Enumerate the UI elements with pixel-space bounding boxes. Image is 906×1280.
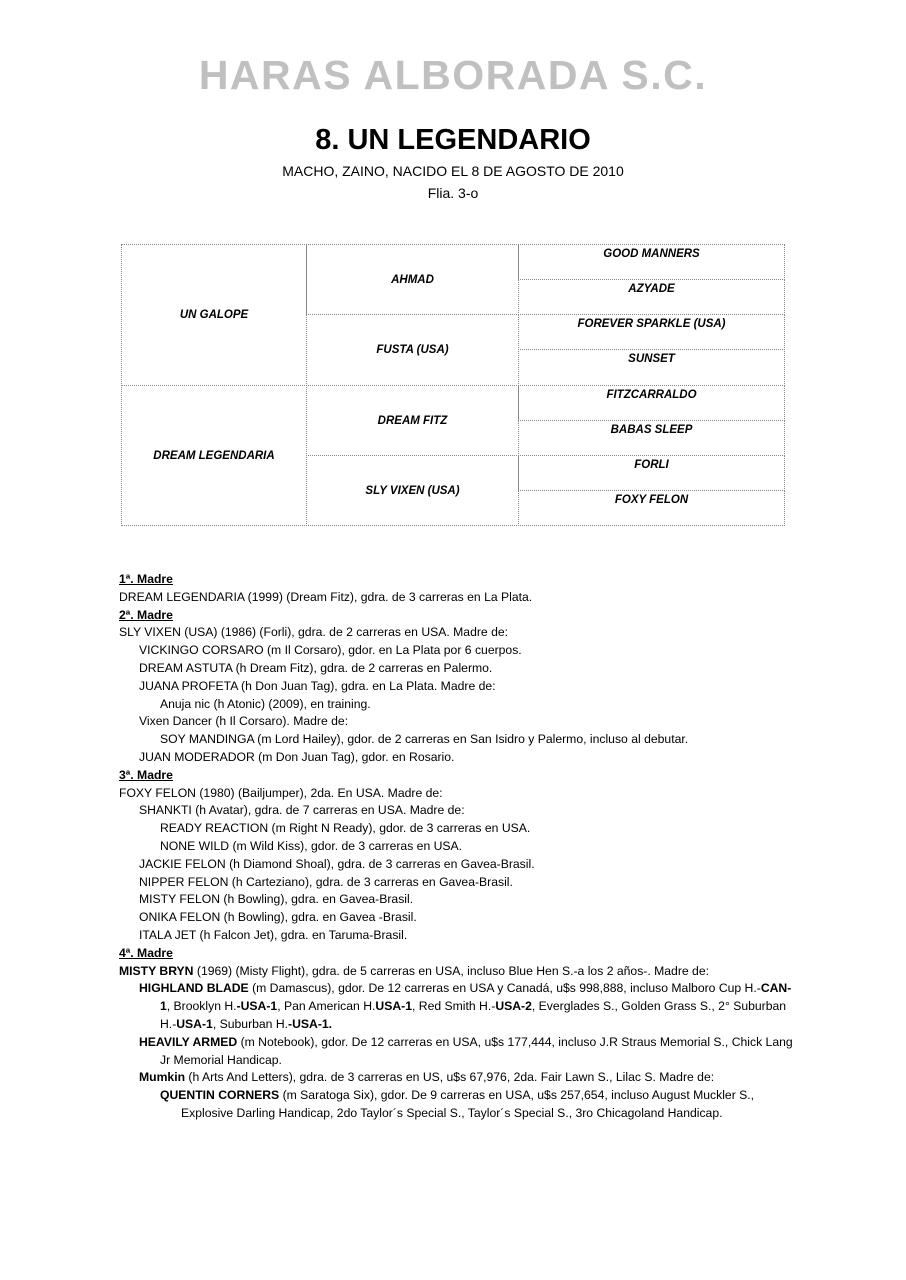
section-heading-1st-dam: 1ª. Madre [119, 572, 173, 586]
pedigree-g3-2: AZYADE [518, 279, 785, 315]
horse-name: MISTY BRYN [119, 963, 194, 978]
horse-name: HIGHLAND BLADE [139, 981, 249, 996]
pedigree-sire: UN GALOPE [121, 244, 307, 386]
pedigree-g3-8: FOXY FELON [518, 490, 785, 526]
note-line: Anuja nic (h Atonic) (2009), en training. [160, 696, 371, 711]
note-line: DREAM ASTUTA (h Dream Fitz), gdra. de 2 carreras en Palermo. [139, 660, 493, 675]
pedigree-g3-4: SUNSET [518, 349, 785, 386]
note-line: JUANA PROFETA (h Don Juan Tag), gdra. en La Plata. Madre de: [139, 678, 496, 693]
note-text: (h Arts And Letters), gdra. de 3 carreras en US, u$s 67,976, 2da. Fair Lawn S., Lilac S. Madre de: [185, 1070, 715, 1085]
note-line: JACKIE FELON (h Diamond Shoal), gdra. de 3 carreras en Gavea-Brasil. [139, 856, 535, 871]
pedigree-g3-5: FITZCARRALDO [518, 385, 785, 421]
brand-header: HARAS ALBORADA S.C. [198, 52, 708, 98]
note-text: (1969) (Misty Flight), gdra. de 5 carreras en USA, incluso Blue Hen S.-a los 2 años-. Madre de: [193, 963, 709, 978]
note-line-mumkin [119, 1069, 799, 1087]
section-heading-3rd-dam: 3ª. Madre [119, 767, 173, 782]
note-line: Vixen Dancer (h Il Corsaro). Madre de: [139, 714, 349, 729]
note-line: SLY VIXEN (USA) (1986) (Forli), gdra. de 2 carreras en USA. Madre de: [119, 625, 509, 640]
family-notes [119, 571, 799, 1123]
pedigree-g3-1: GOOD MANNERS [518, 244, 785, 280]
note-text: (m Saratoga Six), gdor. De 9 carreras en USA, u$s 257,654, incluso August Muckler S., Explosive Darling Handicap, 2do Taylor´s Special S., Taylor´s Special S., 3ro Chicagoland Handicap. [181, 1088, 755, 1120]
grade-label: -USA-1. [288, 1016, 333, 1031]
pedigree-dam: DREAM LEGENDARIA [121, 385, 307, 526]
note-line: ITALA JET (h Falcon Jet), gdra. en Taruma-Brasil. [139, 927, 408, 942]
note-text: , Pan American H. [277, 999, 376, 1014]
note-line-heavily-armed [119, 1034, 799, 1070]
note-line: FOXY FELON (1980) (Bailjumper), 2da. En USA. Madre de: [119, 785, 443, 800]
pedigree-sire-dam: FUSTA (USA) [306, 314, 519, 386]
note-line: ONIKA FELON (h Bowling), gdra. en Gavea -Brasil. [139, 910, 417, 925]
note-text: , Red Smith H.- [412, 999, 496, 1014]
horse-name: QUENTIN CORNERS [160, 1088, 280, 1103]
note-line: READY REACTION (m Right N Ready), gdor. de 3 carreras en USA. [160, 821, 531, 836]
note-text: (m Damascus), gdor. De 12 carreras en USA y Canadá, u$s 998,888, incluso Malboro Cup H.- [248, 981, 761, 996]
horse-description: MACHO, ZAINO, NACIDO EL 8 DE AGOSTO DE 2010 [282, 163, 624, 179]
note-line: SOY MANDINGA (m Lord Hailey), gdor. de 2 carreras en San Isidro y Palermo, incluso al debutar. [160, 732, 689, 747]
note-line: VICKINGO CORSARO (m Il Corsaro), gdor. en La Plata por 6 cuerpos. [139, 643, 522, 658]
note-line: NONE WILD (m Wild Kiss), gdor. de 3 carreras en USA. [160, 838, 463, 853]
grade-label: USA-1 [176, 1016, 213, 1031]
section-heading-4th-dam: 4ª. Madre [119, 945, 173, 960]
pedigree-dam-sire: DREAM FITZ [306, 385, 519, 456]
grade-label: CAN-1 [160, 981, 792, 1014]
pedigree-g3-6: BABAS SLEEP [518, 420, 785, 456]
note-line: MISTY FELON (h Bowling), gdra. en Gavea-Brasil. [139, 892, 414, 907]
note-line-quentin-corners [119, 1087, 799, 1123]
family-number: Flia. 3-o [427, 185, 479, 201]
note-line: JUAN MODERADOR (m Don Juan Tag), gdor. en Rosario. [139, 749, 455, 764]
pedigree-g3-3: FOREVER SPARKLE (USA) [518, 314, 785, 350]
grade-label: USA-2 [495, 999, 532, 1014]
note-line: NIPPER FELON (h Carteziano), gdra. de 3 carreras en Gavea-Brasil. [139, 874, 513, 889]
pedigree-g3-7: FORLI [518, 455, 785, 491]
note-text: , Everglades S., Golden Grass S., 2° Suburban H.- [160, 999, 787, 1031]
horse-name: Mumkin [139, 1070, 186, 1085]
note-line-misty-bryn [119, 963, 799, 981]
pedigree-table [121, 244, 785, 526]
grade-label: USA-1 [375, 999, 412, 1014]
note-line: SHANKTI (h Avatar), gdra. de 7 carreras en USA. Madre de: [139, 803, 465, 818]
note-text: , Brooklyn H. [166, 999, 237, 1014]
note-line-highland-blade [119, 980, 799, 1033]
note-text: , Suburban H. [212, 1016, 289, 1031]
pedigree-dam-dam: SLY VIXEN (USA) [306, 455, 519, 526]
horse-name: HEAVILY ARMED [139, 1034, 238, 1049]
note-text: (m Notebook), gdor. De 12 carreras en USA, u$s 177,444, incluso J.R Straus Memorial S., Chick Lang Jr Memorial Handicap. [160, 1034, 793, 1067]
pedigree-sire-sire: AHMAD [306, 244, 519, 315]
horse-title: 8. UN LEGENDARIO [315, 124, 591, 156]
note-line: DREAM LEGENDARIA (1999) (Dream Fitz), gdra. de 3 carreras en La Plata. [119, 589, 533, 604]
grade-label: -USA-1 [236, 999, 278, 1014]
section-heading-2nd-dam: 2ª. Madre [119, 607, 173, 622]
